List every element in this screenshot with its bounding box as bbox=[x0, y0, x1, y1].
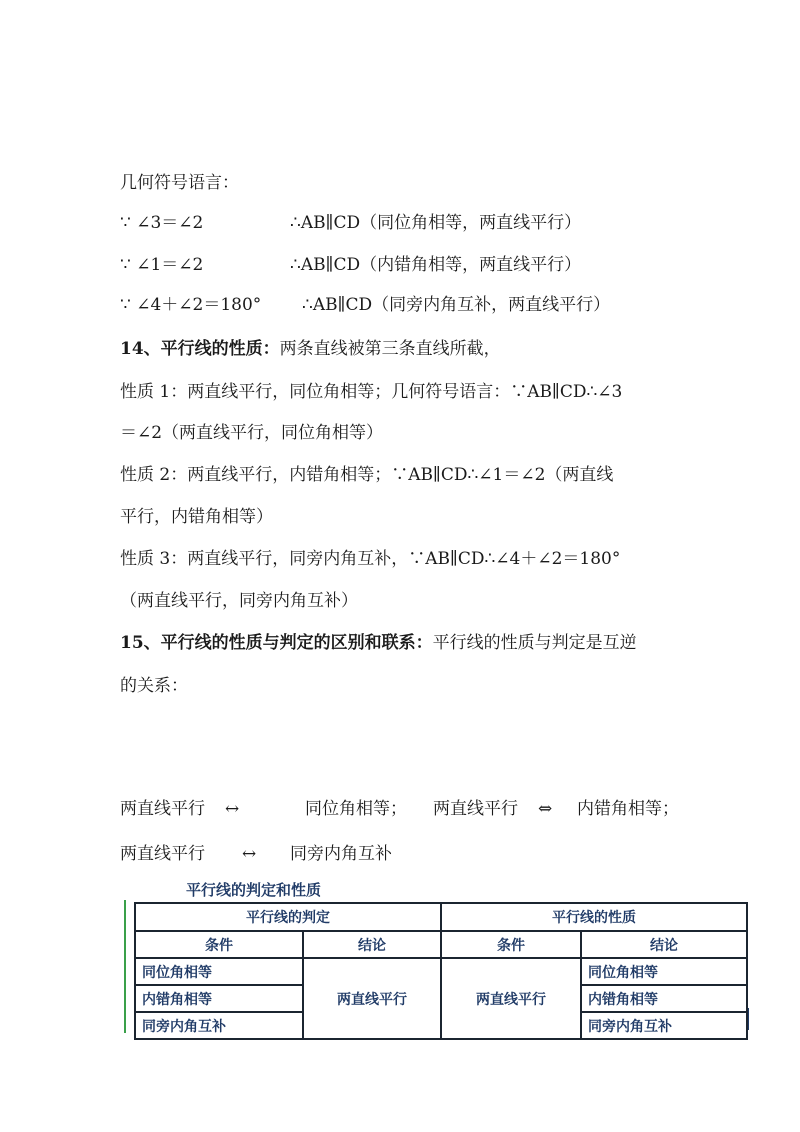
property1-line1: 性质 1：两直线平行，同位角相等；几何符号语言：∵AB∥CD∴∠3 bbox=[120, 382, 623, 402]
table-cell: 同旁内角互补 bbox=[135, 1012, 303, 1039]
symbol-conclusion-3: ∴AB∥CD（同旁内角互补，两直线平行） bbox=[302, 295, 611, 315]
table-cell: 同旁内角互补 bbox=[581, 1012, 747, 1039]
symbol-conclusion-1: ∴AB∥CD（同位角相等，两直线平行） bbox=[290, 213, 582, 233]
table-side-bar bbox=[124, 900, 126, 1033]
relation-alternate: 内错角相等； bbox=[577, 799, 679, 819]
relation-arrow-2: ⇔ bbox=[538, 799, 553, 819]
table-cell: 内错角相等 bbox=[581, 985, 747, 1012]
property3-line1: 性质 3：两直线平行，同旁内角互补，∵AB∥CD∴∠4＋∠2＝180° bbox=[120, 549, 621, 569]
table-cell-right-condition: 两直线平行 bbox=[441, 958, 581, 1039]
property2-line2: 平行，内错角相等） bbox=[120, 507, 273, 527]
symbol-premise-3: ∵ ∠4＋∠2＝180° bbox=[120, 295, 262, 315]
property3-line2: （两直线平行，同旁内角互补） bbox=[120, 591, 358, 611]
symbol-premise-1: ∵ ∠3＝∠2 bbox=[120, 213, 204, 233]
table-col-conclusion-right: 结论 bbox=[581, 931, 747, 958]
table-header-judgement: 平行线的判定 bbox=[135, 903, 441, 931]
relation-arrow-3: ↔ bbox=[242, 844, 257, 864]
table-cell-left-conclusion: 两直线平行 bbox=[303, 958, 441, 1039]
table-cell: 同位角相等 bbox=[135, 958, 303, 985]
section14-line bbox=[120, 337, 501, 361]
table-cell: 同位角相等 bbox=[581, 958, 747, 985]
relation-arrow-1: ↔ bbox=[225, 799, 240, 819]
relation-parallel-1: 两直线平行 bbox=[120, 799, 205, 819]
table-header-property: 平行线的性质 bbox=[441, 903, 747, 931]
relation-parallel-3: 两直线平行 bbox=[120, 844, 205, 864]
table-title: 平行线的判定和性质 bbox=[186, 881, 322, 899]
table-cell: 内错角相等 bbox=[135, 985, 303, 1012]
symbol-premise-2: ∵ ∠1＝∠2 bbox=[120, 255, 204, 275]
parallel-lines-table bbox=[134, 902, 748, 1040]
table-col-condition-right: 条件 bbox=[441, 931, 581, 958]
table-col-condition-left: 条件 bbox=[135, 931, 303, 958]
property1-line2: ＝∠2（两直线平行，同位角相等） bbox=[120, 423, 384, 443]
relation-parallel-2: 两直线平行 bbox=[433, 799, 518, 819]
section15-line bbox=[120, 631, 637, 655]
section14-heading: 14、平行线的性质： bbox=[120, 339, 280, 359]
section15-line2: 的关系： bbox=[120, 676, 188, 696]
section15-text: 平行线的性质与判定是互逆 bbox=[432, 633, 637, 653]
intro-text: 几何符号语言： bbox=[120, 173, 239, 193]
section14-text: 两条直线被第三条直线所截， bbox=[279, 339, 501, 359]
property2-line1: 性质 2：两直线平行，内错角相等；∵AB∥CD∴∠1＝∠2（两直线 bbox=[120, 465, 614, 485]
relation-supplementary: 同旁内角互补 bbox=[290, 844, 392, 864]
table-col-conclusion-left: 结论 bbox=[303, 931, 441, 958]
section15-heading: 15、平行线的性质与判定的区别和联系： bbox=[120, 633, 433, 653]
symbol-conclusion-2: ∴AB∥CD（内错角相等，两直线平行） bbox=[290, 255, 582, 275]
relation-corresponding: 同位角相等； bbox=[305, 799, 407, 819]
